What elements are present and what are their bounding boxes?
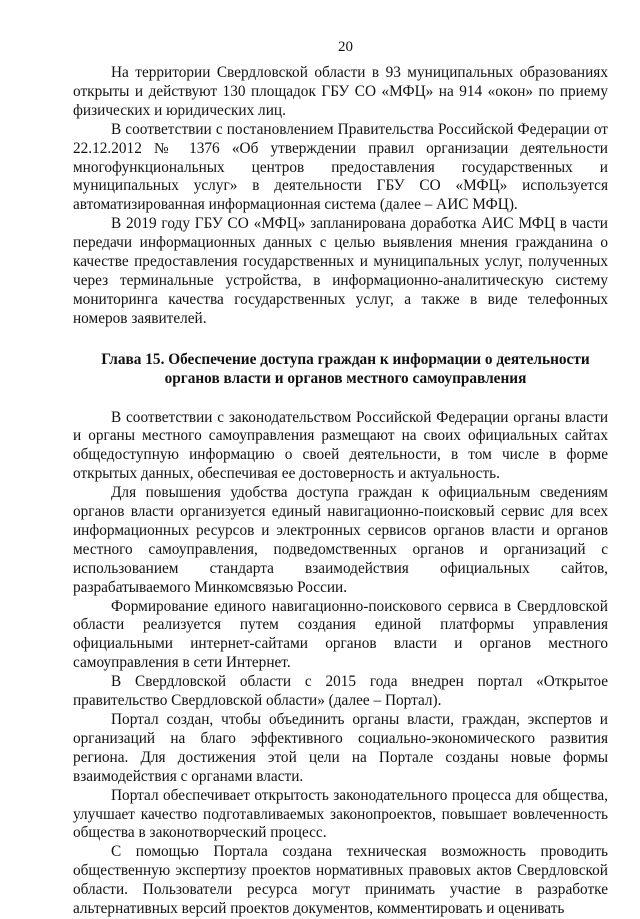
paragraph: Для повышения удобства доступа граждан к официальным сведениям органов власти организуется единый навигационно-поисковый сервис для всех информационных ресурсов и электронных сервисов органов власти и органов местного самоуправления, подведомственных органов и организаций с использованием стандарта взаимодействия официальных сайтов, разрабатываемого Минкомсвязью России. — [73, 484, 608, 596]
paragraph: Портал обеспечивает открытость законодательного процесса для общества, улучшает качество подготавливаемых законопроектов, повышает вовлеченность общества в законотворческий процесс. — [73, 786, 608, 842]
intro-section — [73, 64, 608, 329]
paragraph: В соответствии с постановлением Правительства Российской Федерации от 22.12.2012 № 1376 «Об утверждении правил организации деятельности многофункциональных центров предоставления государственных и муниципальных услуг» в деятельности ГБУ СО «МФЦ» используется автоматизированная информационная система (далее – АИС МФЦ). — [73, 120, 608, 214]
chapter-heading-line: органов власти и органов местного самоуправления — [164, 369, 527, 387]
page-number: 20 — [338, 39, 353, 55]
paragraph: В соответствии с законодательством Российской Федерации органы власти и органы местного самоуправления размещают на своих официальных сайтах общедоступную информацию о своей деятельности, в том числе в форме открытых данных, обеспечивая ее достоверность и актуальность. — [73, 408, 608, 483]
chapter-body — [73, 409, 608, 919]
paragraph: С помощью Портала создана техническая возможность проводить общественную экспертизу проектов нормативных правовых актов Свердловской области. Пользователи ресурса могут принимать участие в разработке альтернативных версий проектов документов, комментировать и оценивать — [73, 843, 608, 918]
paragraph: В 2019 году ГБУ СО «МФЦ» запланирована доработка АИС МФЦ в части передачи информационных данных с целью выявления мнения гражданина о качестве предоставления государственных и муниципальных услуг, полученных через терминальные устройства, в информационно-аналитическую систему мониторинга качества государственных услуг, а также в виде телефонных номеров заявителей. — [73, 215, 608, 327]
paragraph: Портал создан, чтобы объединить органы власти, граждан, экспертов и организаций на благо эффективного социально-экономического развития региона. Для достижения этой цели на Портале созданы новые формы взаимодействия с органами власти. — [73, 711, 608, 785]
paragraph: На территории Свердловской области в 93 муниципальных образованиях открыты и действуют 130 площадок ГБУ СО «МФЦ» на 914 «окон» по приему физических и юридических лиц. — [73, 64, 608, 119]
paragraph: В Свердловской области с 2015 года внедрен портал «Открытое правительство Свердловской области» (далее – Портал). — [73, 673, 608, 710]
paragraph: Формирование единого навигационно-поискового сервиса в Свердловской области реализуется путем создания единой платформы управления официальными интернет-сайтами органов власти и органов местного самоуправления в сети Интернет. — [73, 597, 608, 672]
chapter-heading-line: Глава 15. Обеспечение доступа граждан к информации о деятельности — [101, 350, 590, 368]
chapter-heading — [73, 351, 608, 389]
